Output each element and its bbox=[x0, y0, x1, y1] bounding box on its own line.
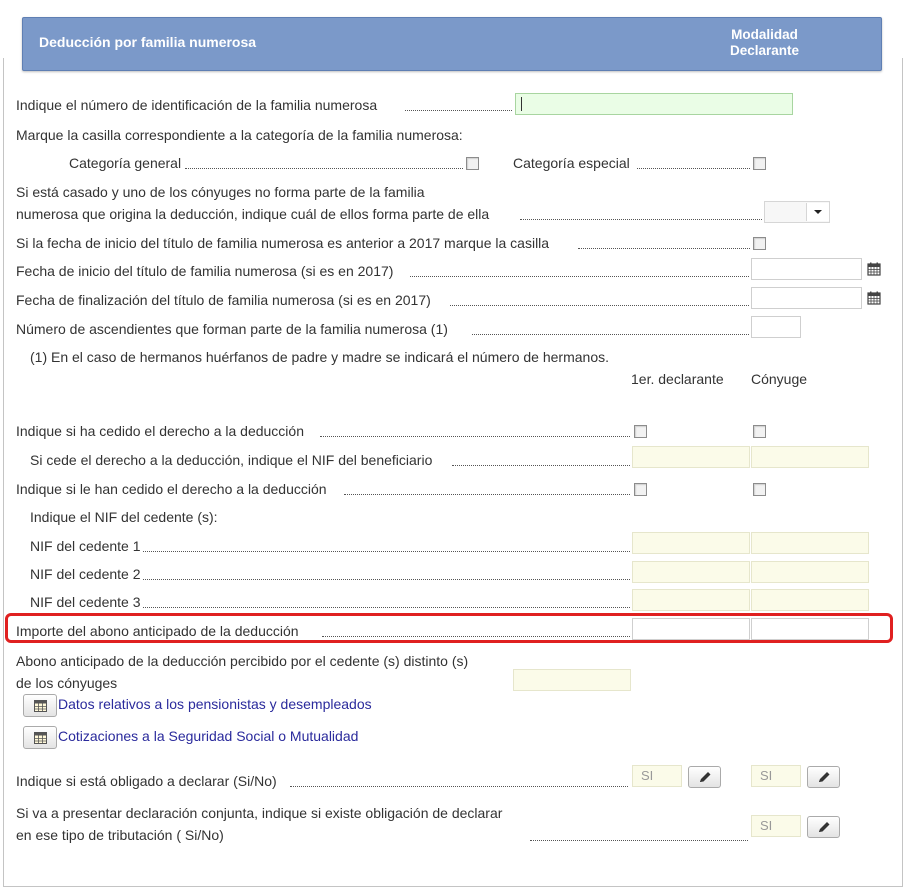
nota-huerfanos: (1) En el caso de hermanos huérfanos de padre y madre se indicará el número de hermanos. bbox=[30, 349, 609, 365]
categoria-general-label: Categoría general bbox=[69, 155, 182, 171]
abono-cedente-label-2: de los cónyuges bbox=[16, 675, 118, 691]
fecha-inicio-input[interactable] bbox=[751, 258, 862, 280]
categoria-general-checkbox[interactable] bbox=[466, 157, 479, 170]
le-han-cedido-label: Indique si le han cedido el derecho a la deducción bbox=[16, 481, 327, 497]
id-familia-input[interactable] bbox=[515, 93, 793, 115]
obligado-conyuge-value: SI bbox=[751, 765, 801, 787]
id-familia-label: Indique el número de identificación de la familia numerosa bbox=[16, 97, 378, 113]
le-han-cedido-conyuge-checkbox[interactable] bbox=[753, 483, 766, 496]
fecha-fin-input[interactable] bbox=[751, 287, 862, 309]
nif-cedente-2-declarante-input[interactable] bbox=[632, 561, 750, 583]
fecha-fin-label: Fecha de finalización del título de familia numerosa (si es en 2017) bbox=[16, 292, 431, 308]
calendar-icon[interactable] bbox=[867, 291, 881, 305]
nif-cedente-3-label: NIF del cedente 3 bbox=[30, 594, 141, 610]
modalidad-label: Modalidad Declarante bbox=[729, 27, 799, 58]
categoria-instruction: Marque la casilla correspondiente a la categoría de la familia numerosa: bbox=[16, 127, 463, 143]
fecha-inicio-label: Fecha de inicio del título de familia numerosa (si es en 2017) bbox=[16, 263, 394, 279]
abono-cedente-label-1: Abono anticipado de la deducción percibido por el cedente (s) distinto (s) bbox=[16, 653, 469, 669]
section-title: Deducción por familia numerosa bbox=[39, 34, 257, 50]
conjunta-conyuge-value: SI bbox=[751, 815, 801, 837]
nif-cedente-header: Indique el NIF del cedente (s): bbox=[30, 509, 218, 525]
cedido-label: Indique si ha cedido el derecho a la deducción bbox=[16, 423, 304, 439]
cedido-declarante-checkbox[interactable] bbox=[634, 425, 647, 438]
pensionistas-button[interactable] bbox=[23, 694, 57, 717]
section-header bbox=[22, 17, 882, 71]
chevron-down-icon[interactable] bbox=[806, 203, 829, 221]
conjunta-label-2: en ese tipo de tributación ( Si/No) bbox=[16, 827, 224, 843]
nif-beneficiario-declarante-input[interactable] bbox=[632, 446, 750, 468]
pencil-icon bbox=[698, 771, 712, 784]
nif-beneficiario-label: Si cede el derecho a la deducción, indique el NIF del beneficiario bbox=[30, 452, 433, 468]
calendar-icon[interactable] bbox=[867, 262, 881, 276]
col-conyuge-header: Cónyuge bbox=[751, 371, 808, 387]
nif-cedente-1-declarante-input[interactable] bbox=[632, 532, 750, 554]
conjunta-label-1: Si va a presentar declaración conjunta, indique si existe obligación de declarar bbox=[16, 805, 503, 821]
col-declarante-header: 1er. declarante bbox=[631, 371, 724, 387]
nif-beneficiario-conyuge-input[interactable] bbox=[751, 446, 869, 468]
table-icon bbox=[34, 732, 47, 744]
ascendientes-input[interactable] bbox=[751, 316, 801, 338]
abono-cedente-input[interactable] bbox=[513, 669, 631, 691]
categoria-especial-checkbox[interactable] bbox=[753, 157, 766, 170]
obligado-declarar-label: Indique si está obligado a declarar (Si/No) bbox=[16, 773, 277, 789]
fecha-anterior-label: Si la fecha de inicio del título de familia numerosa es anterior a 2017 marque la casilla bbox=[16, 235, 550, 251]
nif-cedente-1-label: NIF del cedente 1 bbox=[30, 538, 141, 554]
categoria-especial-label: Categoría especial bbox=[513, 155, 630, 171]
edit-conjunta-conyuge-button[interactable] bbox=[807, 816, 840, 838]
nif-cedente-3-conyuge-input[interactable] bbox=[751, 589, 869, 611]
nif-cedente-1-conyuge-input[interactable] bbox=[751, 532, 869, 554]
casado-label-1: Si está casado y uno de los cónyuges no forma parte de la familia bbox=[16, 184, 425, 200]
nif-cedente-2-label: NIF del cedente 2 bbox=[30, 566, 141, 582]
le-han-cedido-declarante-checkbox[interactable] bbox=[634, 483, 647, 496]
highlight-box bbox=[5, 613, 893, 643]
cedido-conyuge-checkbox[interactable] bbox=[753, 425, 766, 438]
edit-obligado-conyuge-button[interactable] bbox=[807, 766, 840, 788]
form-panel bbox=[3, 58, 903, 887]
nif-cedente-3-declarante-input[interactable] bbox=[632, 589, 750, 611]
casado-label-2: numerosa que origina la deducción, indique cuál de ellos forma parte de ella bbox=[16, 206, 490, 222]
nif-cedente-2-conyuge-input[interactable] bbox=[751, 561, 869, 583]
table-icon bbox=[34, 700, 47, 712]
cotizaciones-link[interactable]: Cotizaciones a la Seguridad Social o Mutualidad bbox=[58, 728, 359, 744]
pensionistas-link[interactable]: Datos relativos a los pensionistas y desempleados bbox=[58, 696, 372, 712]
obligado-declarante-value: SI bbox=[632, 765, 682, 787]
conyuge-select[interactable] bbox=[764, 201, 830, 223]
ascendientes-label: Número de ascendientes que forman parte de la familia numerosa (1) bbox=[16, 321, 448, 337]
pencil-icon bbox=[817, 771, 831, 784]
pencil-icon bbox=[817, 821, 831, 834]
cotizaciones-button[interactable] bbox=[23, 726, 57, 749]
edit-obligado-declarante-button[interactable] bbox=[688, 766, 721, 788]
importe-abono-label: Importe del abono anticipado de la deducción bbox=[16, 623, 299, 639]
fecha-anterior-checkbox[interactable] bbox=[753, 237, 766, 250]
